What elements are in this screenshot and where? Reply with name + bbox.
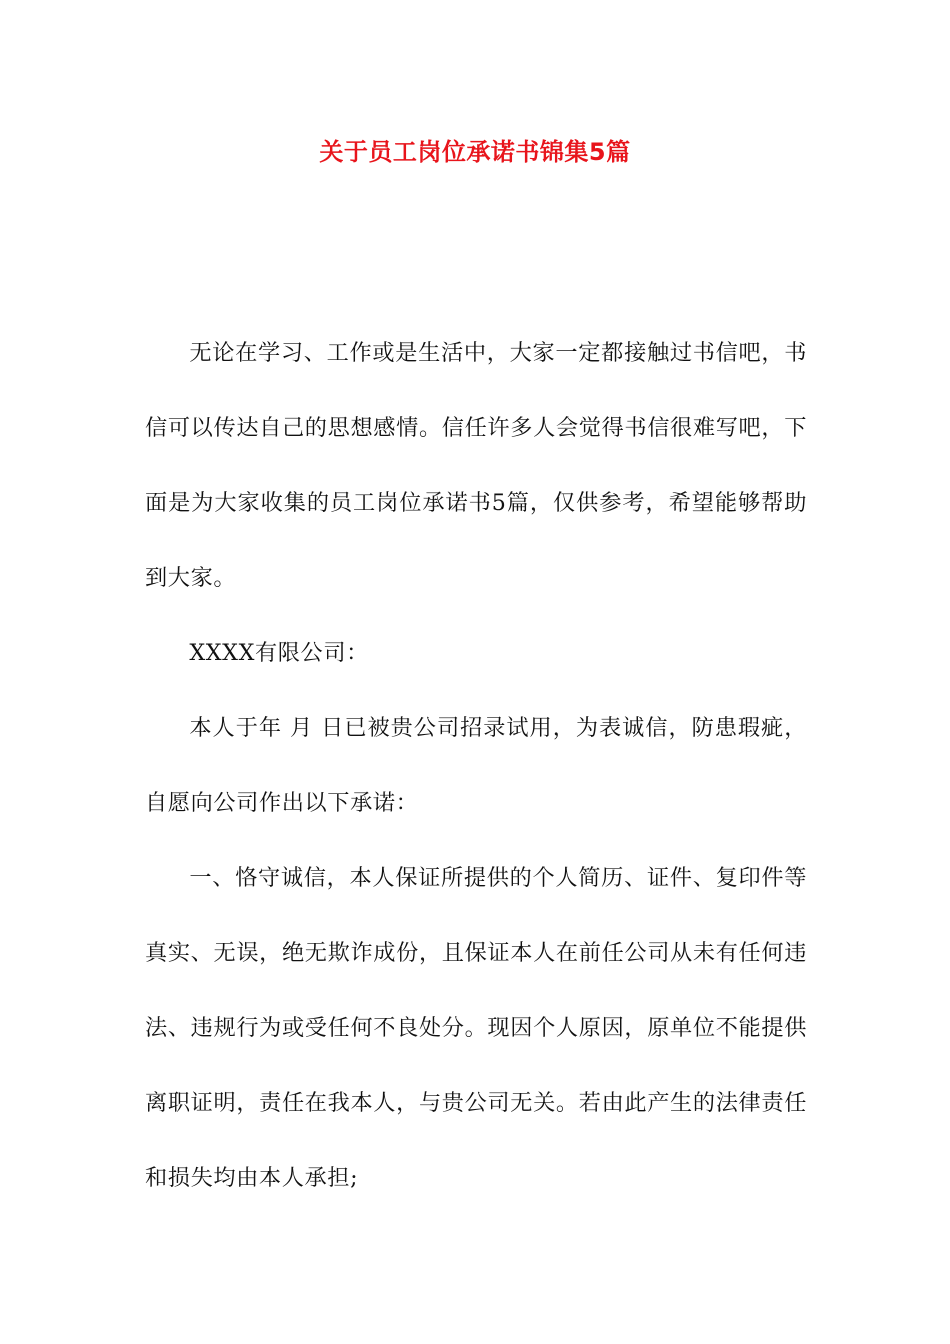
intro-paragraph: 无论在学习、工作或是生活中，大家一定都接触过书信吧，书信可以传达自己的思想感情。信任许多人会觉得书信很难写吧，下面是为大家收集的员工岗位承诺书5篇，仅供参考，希望能够帮助到大家。 <box>145 340 807 591</box>
document-body <box>145 316 807 1216</box>
commitment-item-1-paragraph: 一、恪守诚信，本人保证所提供的个人简历、证件、复印件等真实、无误，绝无欺诈成份，且保证本人在前任公司从未有任何违法、违规行为或受任何不良处分。现因个人原因，原单位不能提供离职证明，责任在我本人，与贵公司无关。若由此产生的法律责任和损失均由本人承担; <box>145 865 807 1191</box>
commitment-intro-paragraph: 本人于年 月 日已被贵公司招录试用，为表诚信，防患瑕疵，自愿向公司作出以下承诺： <box>145 715 807 816</box>
salutation-paragraph: XXXX有限公司： <box>189 640 369 666</box>
document-title: 关于员工岗位承诺书锦集5篇 <box>319 138 631 166</box>
